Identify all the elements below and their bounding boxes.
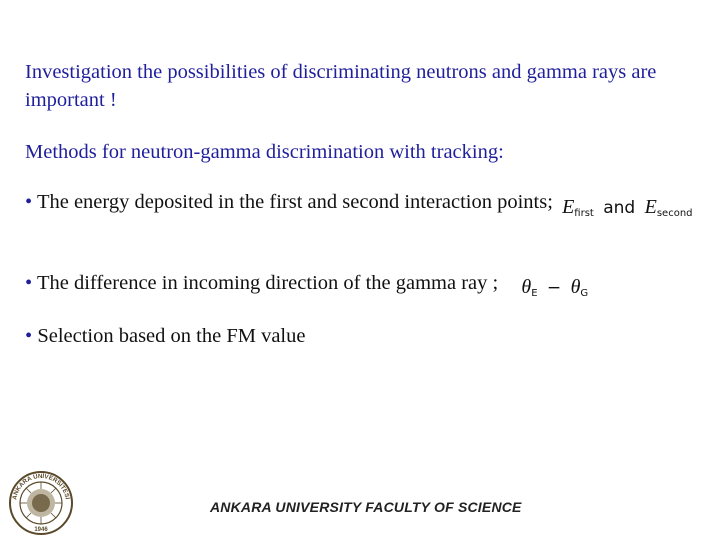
bullet-energy-deposited — [25, 188, 705, 223]
bullet-direction-difference — [25, 269, 705, 304]
energy-formula: $E_{first}$ and $E_{second}$ — [562, 196, 693, 219]
bullet-marker: • — [25, 325, 33, 347]
intro-text: Investigation the possibilities of discriminating neutrons and gamma rays are important ! — [25, 61, 657, 111]
methods-heading: Methods for neutron-gamma discrimination with tracking: — [25, 141, 504, 163]
bullet-text: The energy deposited in the first and second interaction points; — [36, 191, 553, 213]
bullet-fm-selection — [25, 322, 705, 350]
bullet-marker: • — [25, 191, 33, 213]
university-logo-icon — [8, 470, 74, 536]
theta-formula: $\theta_E - \theta_G$ — [521, 276, 589, 299]
footer-institution: ANKARA UNIVERSITY FACULTY OF SCIENCE — [210, 499, 522, 515]
svg-text:1946: 1946 — [34, 527, 48, 533]
svg-text:ANKARA ÜNİVERSİTESİ: ANKARA ÜNİVERSİTESİ — [11, 472, 71, 501]
bullet-text: Selection based on the FM value — [37, 325, 306, 347]
bullet-text: The difference in incoming direction of the gamma ray ; — [36, 272, 499, 294]
bullet-marker: • — [25, 272, 33, 294]
